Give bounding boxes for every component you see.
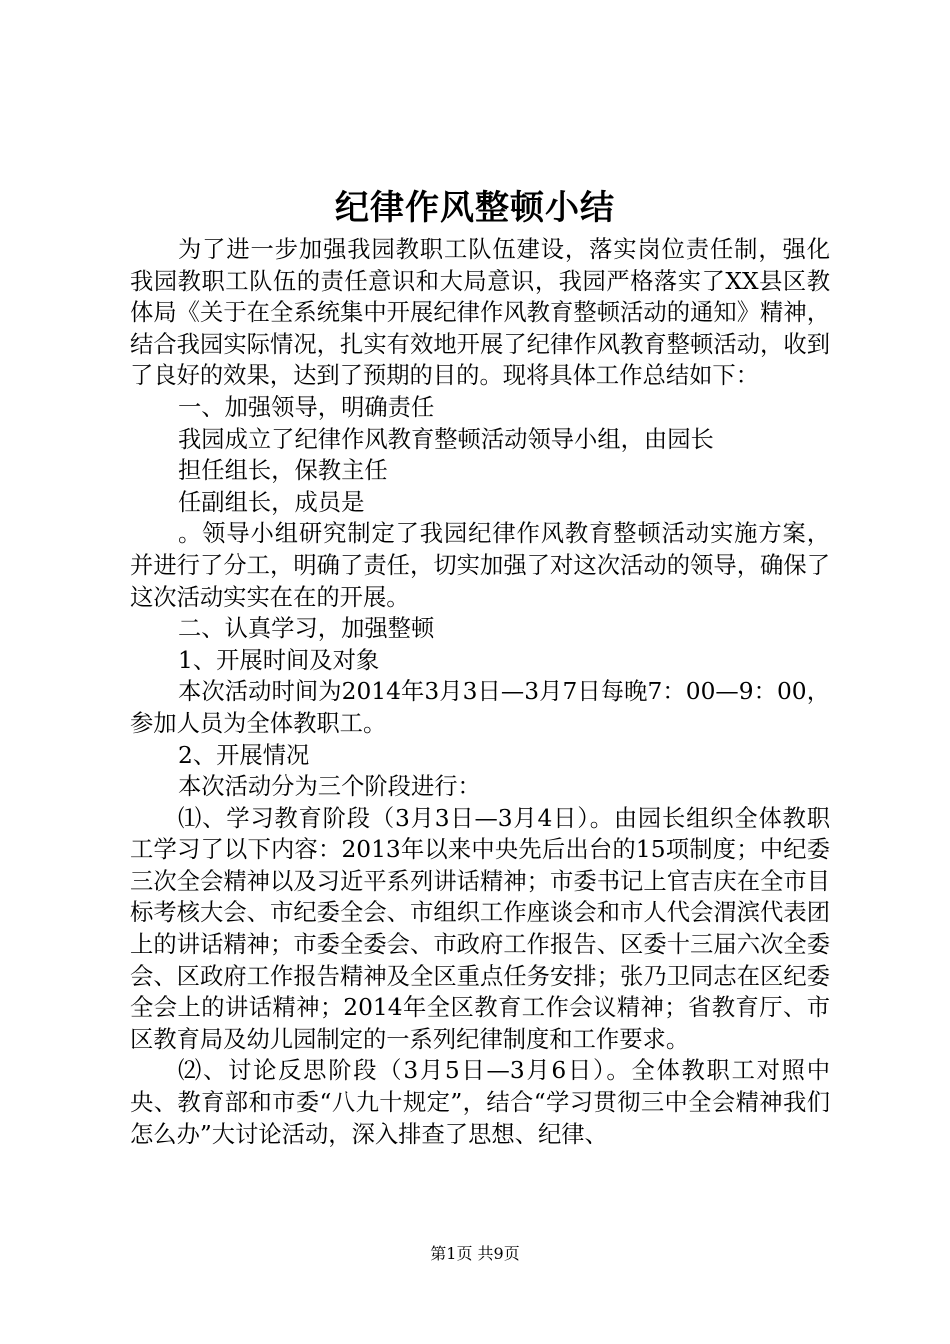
body-paragraph: 。领导小组研究制定了我园纪律作风教育整顿活动实施方案，并进行了分工，明确了责任，切实加强了对这次活动的领导，确保了这次活动实实在在的开展。 <box>130 520 830 611</box>
body-paragraph: 为了进一步加强我园教职工队伍建设，落实岗位责任制，强化我园教职工队伍的责任意识和大局意识，我园严格落实了XX县区教体局《关于在全系统集中开展纪律作风教育整顿活动的通知》精神，结合我园实际情况，扎实有效地开展了纪律作风教育整顿活动，收到了良好的效果，达到了预期的目的。现将具体工作总结如下： <box>130 236 830 390</box>
body-paragraph: 我园成立了纪律作风教育整顿活动领导小组，由园长 <box>178 425 714 453</box>
body-paragraph: 本次活动时间为2014年3月3日—3月7日每晚7：00—9：00，参加人员为全体教职工。 <box>130 678 830 737</box>
body-paragraph: ⑵、讨论反思阶段（3月5日—3月6日）。全体教职工对照中央、教育部和市委“八九十规定”，结合“学习贯彻三中全会精神我们怎么办”大讨论活动，深入排查了思想、纪律、 <box>130 1057 830 1148</box>
body-paragraph: 二、认真学习，加强整顿 <box>178 615 435 643</box>
document-title: 纪律作风整顿小结 <box>335 188 615 228</box>
body-paragraph: 本次活动分为三个阶段进行： <box>178 773 481 801</box>
body-paragraph: 任副组长，成员是 <box>178 488 365 516</box>
page-footer: 第1页 共9页 <box>430 1244 520 1263</box>
body-paragraph: 1、开展时间及对象 <box>178 646 380 674</box>
document-body <box>130 234 830 1150</box>
body-paragraph: 担任组长，保教主任 <box>178 457 388 485</box>
body-paragraph: ⑴、学习教育阶段（3月3日—3月4日）。由园长组织全体教职工学习了以下内容：2013年以来中央先后出台的15项制度；中纪委三次全会精神以及习近平系列讲话精神；市委书记上官吉庆在全市目标考核大会、市纪委全会、市组织工作座谈会和市人代会渭滨代表团上的讲话精神；市委全委会、市政府工作报告、区委十三届六次全委会、区政府工作报告精神及全区重点任务安排；张乃卫同志在区纪委全会上的讲话精神；2014年全区教育工作会议精神；省教育厅、市区教育局及幼儿园制定的一系列纪律制度和工作要求。 <box>130 804 830 1053</box>
body-paragraph: 一、加强领导，明确责任 <box>178 393 435 421</box>
body-paragraph: 2、开展情况 <box>178 741 310 769</box>
